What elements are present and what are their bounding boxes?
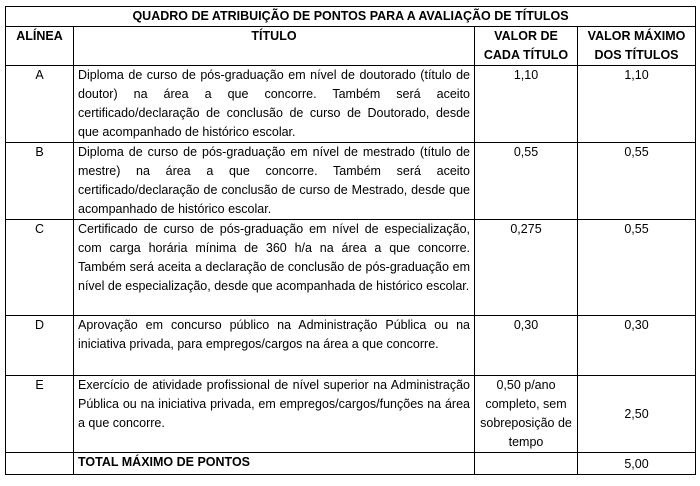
header-row	[6, 27, 696, 66]
row-valor: 1,10	[475, 66, 578, 143]
row-alinea: A	[6, 66, 74, 143]
total-label: TOTAL MÁXIMO DE PONTOS	[74, 453, 475, 475]
row-titulo: Aprovação em concurso público na Administração Pública ou na iniciativa privada, para empregos/cargos na área a que concorre.	[74, 316, 475, 376]
table-row	[6, 376, 696, 453]
row-titulo: Certificado de curso de pós-graduação em nível de especialização, com carga horária mínima de 360 h/a na área a que concorre. Também será aceita a declaração de conclusão de pós-graduação em nível de especialização, desde que acompanhada de histórico escolar.	[74, 220, 475, 316]
row-titulo: Diploma de curso de pós-graduação em nível de mestrado (título de mestre) na área a que concorre. Também será aceito certificado/declaração de conclusão de curso de Mestrado, desde que acompanhado de histórico escolar.	[74, 143, 475, 220]
row-titulo: Diploma de curso de pós-graduação em nível de doutorado (título de doutor) na área a que concorre. Também será aceito certificado/declaração de conclusão de curso de Doutorado, desde que acompanhado de histórico escolar.	[74, 66, 475, 143]
total-spacer-valor	[475, 453, 578, 475]
row-maximo: 0,30	[578, 316, 696, 376]
row-maximo: 2,50	[578, 376, 696, 453]
table-row	[6, 143, 696, 220]
row-maximo: 0,55	[578, 220, 696, 316]
row-alinea: D	[6, 316, 74, 376]
row-valor: 0,55	[475, 143, 578, 220]
total-spacer	[6, 453, 74, 475]
row-maximo: 0,55	[578, 143, 696, 220]
row-maximo: 1,10	[578, 66, 696, 143]
header-titulo: TÍTULO	[74, 27, 475, 66]
row-titulo: Exercício de atividade profissional de nível superior na Administração Pública ou na iniciativa privada, em empregos/cargos/funções na área a que concorre.	[74, 376, 475, 453]
table-title: QUADRO DE ATRIBUIÇÃO DE PONTOS PARA A AVALIAÇÃO DE TÍTULOS	[6, 7, 696, 27]
header-alinea: ALÍNEA	[6, 27, 74, 66]
points-table	[5, 6, 696, 475]
row-valor: 0,30	[475, 316, 578, 376]
total-maximo: 5,00	[578, 453, 696, 475]
table-title-row	[6, 7, 696, 27]
header-valor: VALOR DE CADA TÍTULO	[475, 27, 578, 66]
header-maximo: VALOR MÁXIMO DOS TÍTULOS	[578, 27, 696, 66]
row-valor: 0,50 p/ano completo, sem sobreposição de tempo	[475, 376, 578, 453]
row-valor: 0,275	[475, 220, 578, 316]
row-alinea: B	[6, 143, 74, 220]
table-row	[6, 316, 696, 376]
row-alinea: C	[6, 220, 74, 316]
total-row	[6, 453, 696, 475]
row-alinea: E	[6, 376, 74, 453]
table-row	[6, 220, 696, 316]
table-row	[6, 66, 696, 143]
